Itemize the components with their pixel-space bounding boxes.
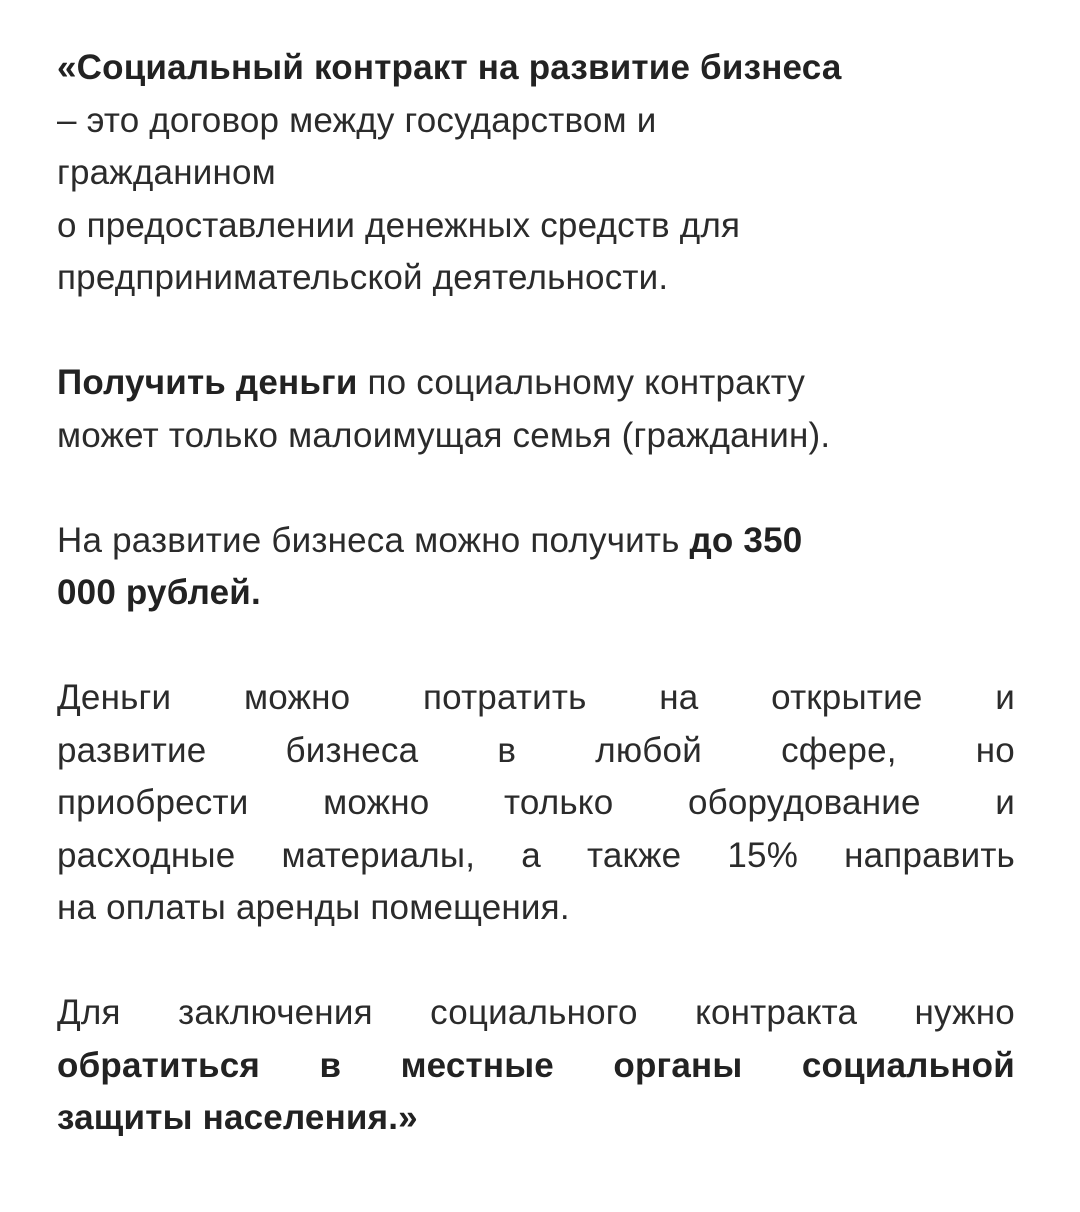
word: оборудование — [687, 783, 921, 822]
word: также — [586, 835, 682, 875]
paragraph-eligibility — [57, 357, 1015, 462]
text-line: предпринимательской деятельности. — [57, 258, 669, 297]
paragraph-gap — [57, 462, 1015, 515]
text-line-justified — [57, 830, 1015, 883]
word: приобрести — [57, 783, 249, 822]
text-line: 000 рублей. — [57, 573, 261, 612]
word: потратить — [423, 678, 587, 717]
word: Для — [57, 993, 121, 1032]
word: органы — [613, 1045, 743, 1085]
word: расходные — [57, 835, 236, 875]
word: а — [521, 835, 541, 875]
word: можно — [243, 678, 351, 717]
article-text — [57, 42, 1015, 1145]
regular-phrase: по социальному контракту — [357, 363, 806, 402]
text-line: на оплаты аренды помещения. — [57, 888, 570, 927]
word: направить — [844, 835, 1015, 875]
paragraph-contact — [57, 987, 1015, 1145]
word: заключения — [178, 993, 373, 1032]
text-line: – это договор между государством и — [57, 100, 657, 140]
word: и — [995, 678, 1015, 717]
word: но — [975, 730, 1015, 770]
paragraph-amount — [57, 515, 1015, 620]
text-line-justified — [57, 987, 1015, 1040]
word: нужно — [914, 993, 1015, 1032]
word: открытие — [771, 678, 923, 717]
text-line: гражданином — [57, 153, 276, 192]
word: социального — [430, 993, 638, 1032]
text-line: «Социальный контракт на развитие бизнеса — [57, 48, 842, 87]
word: только — [504, 783, 614, 822]
word: любой — [595, 730, 702, 770]
text-line: может только малоимущая семья (гражданин). — [57, 415, 831, 455]
paragraph-usage — [57, 672, 1015, 935]
text-line-justified — [57, 1040, 1015, 1093]
word: сфере, — [781, 730, 897, 770]
word: социальной — [801, 1045, 1015, 1085]
word: можно — [323, 783, 430, 822]
paragraph-gap — [57, 935, 1015, 988]
word: в — [319, 1045, 342, 1085]
word: в — [497, 730, 517, 770]
paragraph-gap — [57, 305, 1015, 358]
text-line — [57, 515, 1015, 568]
word: на — [659, 678, 699, 717]
word: бизнеса — [285, 730, 419, 770]
paragraph-definition — [57, 42, 1015, 305]
text-line: защиты населения.» — [57, 1098, 418, 1137]
regular-phrase: На развитие бизнеса можно получить — [57, 520, 690, 560]
word: Деньги — [57, 678, 172, 717]
word: материалы, — [281, 835, 476, 875]
word: обратиться — [57, 1045, 261, 1085]
bold-phrase: Получить деньги — [57, 363, 358, 402]
word: контракта — [695, 993, 858, 1032]
text-line: о предоставлении денежных средств для — [57, 205, 741, 245]
word: развитие — [57, 730, 207, 770]
text-line-justified — [57, 672, 1015, 725]
word: и — [995, 783, 1015, 822]
text-line-justified — [57, 777, 1015, 830]
word: местные — [400, 1045, 554, 1085]
paragraph-gap — [57, 620, 1015, 673]
text-line-justified — [57, 725, 1015, 778]
text-line — [57, 357, 1015, 410]
word: 15% — [727, 835, 799, 875]
bold-phrase: до 350 — [689, 520, 803, 560]
